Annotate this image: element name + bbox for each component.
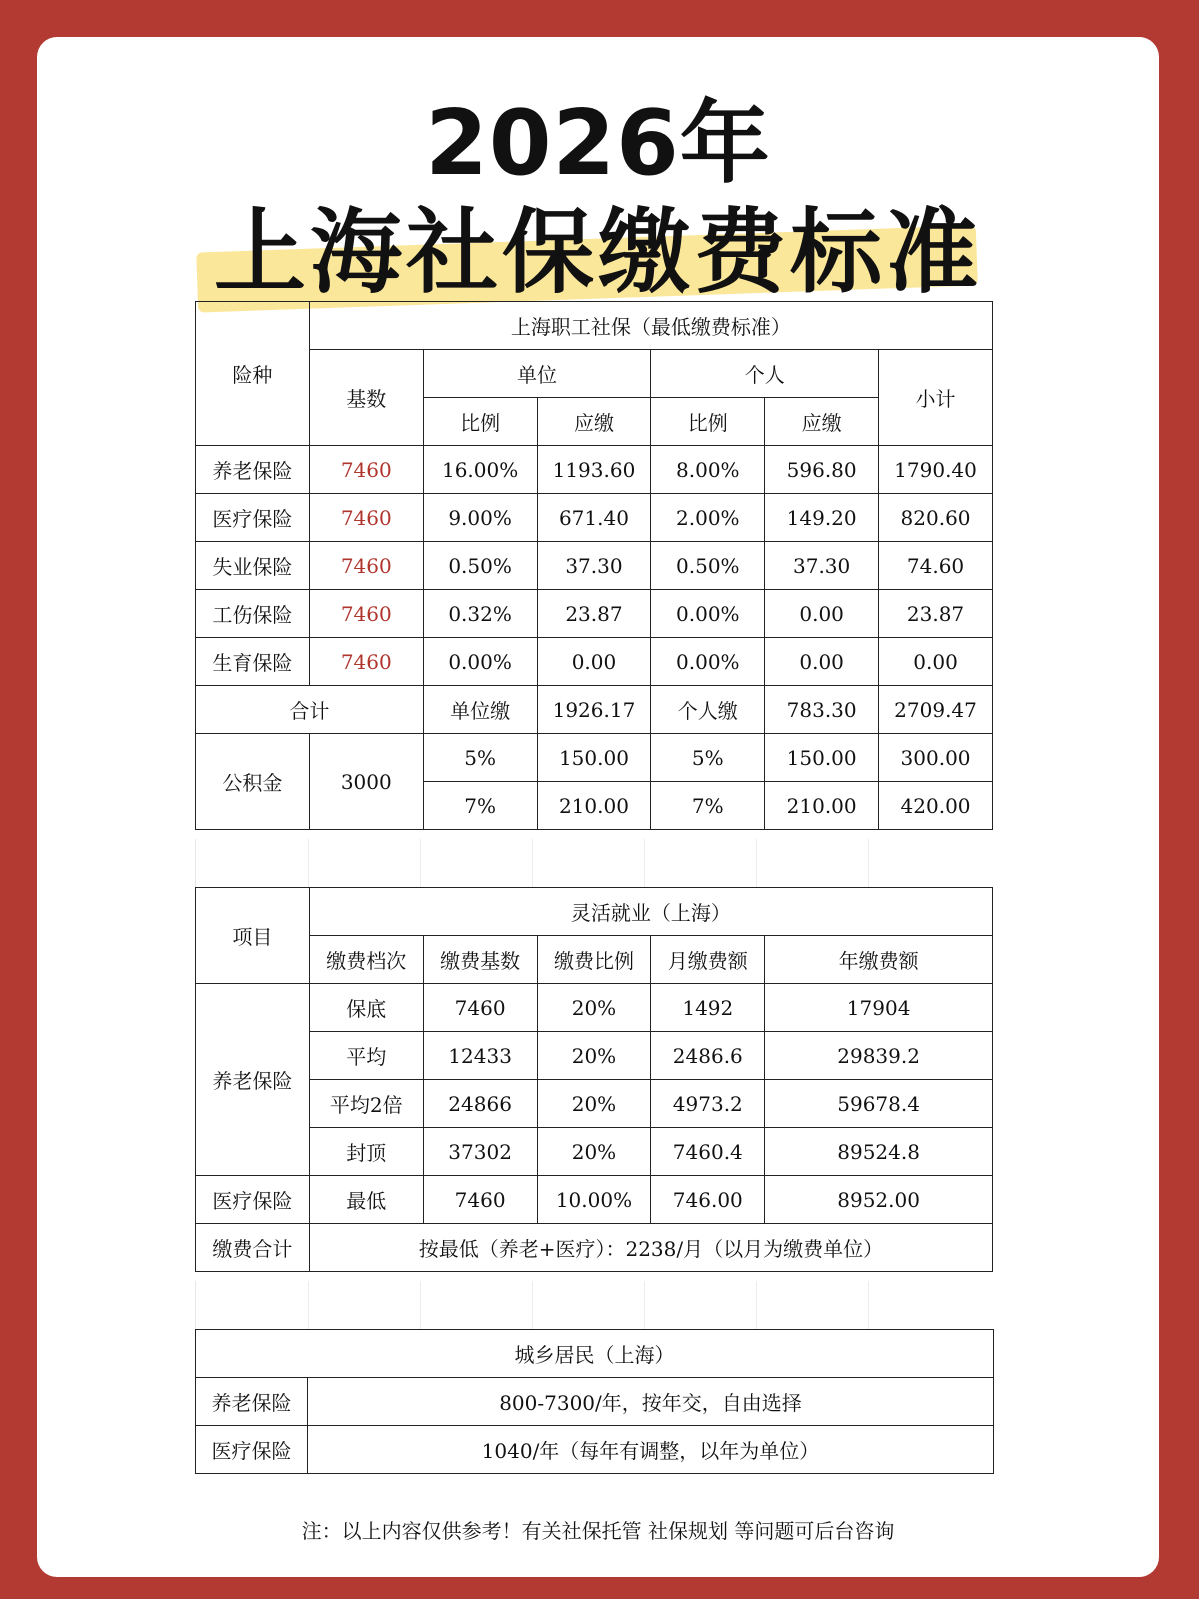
medical-label: 医疗保险 — [196, 1176, 310, 1224]
row-name: 养老保险 — [196, 446, 310, 494]
table-row — [196, 1378, 994, 1426]
title-year: 2026年 — [425, 91, 771, 196]
fund-person-pay: 210.00 — [765, 782, 879, 830]
header-unit-rate: 比例 — [423, 398, 537, 446]
row-tier: 封顶 — [309, 1128, 423, 1176]
total-row — [196, 1224, 993, 1272]
row-person-rate: 0.00% — [651, 590, 765, 638]
row-name: 生育保险 — [196, 638, 310, 686]
row-base: 7460 — [423, 984, 537, 1032]
fund-unit-rate: 7% — [423, 782, 537, 830]
row-year: 59678.4 — [765, 1080, 993, 1128]
row-person-rate: 2.00% — [651, 494, 765, 542]
row-base: 37302 — [423, 1128, 537, 1176]
header-person-pay: 应缴 — [765, 398, 879, 446]
row-month: 1492 — [651, 984, 765, 1032]
row-month: 2486.6 — [651, 1032, 765, 1080]
row-subtotal: 0.00 — [879, 638, 993, 686]
table-row — [196, 1032, 993, 1080]
row-person-pay: 0.00 — [765, 590, 879, 638]
total-subtotal: 2709.47 — [879, 686, 993, 734]
header-rate: 缴费比例 — [537, 936, 651, 984]
row-tier: 平均2倍 — [309, 1080, 423, 1128]
row-year: 29839.2 — [765, 1032, 993, 1080]
header-tier: 缴费档次 — [309, 936, 423, 984]
row-base: 7460 — [309, 638, 423, 686]
row-unit-rate: 16.00% — [423, 446, 537, 494]
row-person-rate: 8.00% — [651, 446, 765, 494]
header-month: 月缴费额 — [651, 936, 765, 984]
row-subtotal: 23.87 — [879, 590, 993, 638]
footer-note: 注：以上内容仅供参考！有关社保托管 社保规划 等问题可后台咨询 — [301, 1519, 895, 1543]
fund-subtotal: 420.00 — [879, 782, 993, 830]
row-subtotal: 1790.40 — [879, 446, 993, 494]
row-rate: 20% — [537, 1128, 651, 1176]
table-row — [196, 542, 993, 590]
row-person-pay: 0.00 — [765, 638, 879, 686]
spacer-grid — [195, 1281, 994, 1329]
row-base: 7460 — [309, 542, 423, 590]
row-unit-pay: 671.40 — [537, 494, 651, 542]
fund-row — [196, 734, 993, 782]
header-unit-pay: 应缴 — [537, 398, 651, 446]
row-unit-pay: 37.30 — [537, 542, 651, 590]
header-person-rate: 比例 — [651, 398, 765, 446]
row-name: 失业保险 — [196, 542, 310, 590]
row-subtotal: 74.60 — [879, 542, 993, 590]
flexible-employment-table — [195, 887, 993, 1272]
medical-month: 746.00 — [651, 1176, 765, 1224]
row-base: 7460 — [309, 590, 423, 638]
table-row — [196, 1080, 993, 1128]
row-unit-rate: 9.00% — [423, 494, 537, 542]
row-tier: 保底 — [309, 984, 423, 1032]
resident-row-text: 1040/年（每年有调整，以年为单位） — [308, 1426, 994, 1474]
fund-person-rate: 5% — [651, 734, 765, 782]
employee-insurance-table — [195, 301, 993, 830]
row-unit-pay: 23.87 — [537, 590, 651, 638]
row-tier: 平均 — [309, 1032, 423, 1080]
fund-person-rate: 7% — [651, 782, 765, 830]
header-year: 年缴费额 — [765, 936, 993, 984]
row-base: 24866 — [423, 1080, 537, 1128]
table-row — [196, 1176, 993, 1224]
total-person-label: 个人缴 — [651, 686, 765, 734]
fund-unit-rate: 5% — [423, 734, 537, 782]
row-rate: 20% — [537, 984, 651, 1032]
row-month: 4973.2 — [651, 1080, 765, 1128]
resident-row-text: 800-7300/年，按年交，自由选择 — [308, 1378, 994, 1426]
total-unit-value: 1926.17 — [537, 686, 651, 734]
row-person-pay: 596.80 — [765, 446, 879, 494]
medical-tier: 最低 — [309, 1176, 423, 1224]
fund-label: 公积金 — [196, 734, 310, 830]
flexible-total-label: 缴费合计 — [196, 1224, 310, 1272]
table-row — [196, 590, 993, 638]
header-unit: 单位 — [423, 350, 651, 398]
row-unit-rate: 0.00% — [423, 638, 537, 686]
resident-row-label: 医疗保险 — [196, 1426, 308, 1474]
medical-base: 7460 — [423, 1176, 537, 1224]
row-unit-rate: 0.32% — [423, 590, 537, 638]
page-title: 上海社保缴费标准 — [213, 199, 982, 306]
header-base: 缴费基数 — [423, 936, 537, 984]
fund-person-pay: 150.00 — [765, 734, 879, 782]
row-person-rate: 0.00% — [651, 638, 765, 686]
row-month: 7460.4 — [651, 1128, 765, 1176]
table-row — [196, 446, 993, 494]
fund-unit-pay: 210.00 — [537, 782, 651, 830]
row-base: 7460 — [309, 446, 423, 494]
row-person-pay: 149.20 — [765, 494, 879, 542]
row-base: 7460 — [309, 494, 423, 542]
row-name: 工伤保险 — [196, 590, 310, 638]
header-base: 基数 — [309, 350, 423, 446]
row-year: 89524.8 — [765, 1128, 993, 1176]
table-row — [196, 638, 993, 686]
fund-base: 3000 — [309, 734, 423, 830]
header-person: 个人 — [651, 350, 879, 398]
total-person-value: 783.30 — [765, 686, 879, 734]
row-name: 医疗保险 — [196, 494, 310, 542]
total-label: 合计 — [196, 686, 424, 734]
total-unit-label: 单位缴 — [423, 686, 537, 734]
header-item: 项目 — [196, 888, 310, 984]
row-person-rate: 0.50% — [651, 542, 765, 590]
row-base: 12433 — [423, 1032, 537, 1080]
spacer-grid — [195, 839, 994, 887]
fund-unit-pay: 150.00 — [537, 734, 651, 782]
table-row — [196, 1426, 994, 1474]
content-card — [37, 37, 1159, 1577]
medical-rate: 10.00% — [537, 1176, 651, 1224]
total-row — [196, 686, 993, 734]
resident-caption: 城乡居民（上海） — [196, 1330, 994, 1378]
row-unit-rate: 0.50% — [423, 542, 537, 590]
row-unit-pay: 0.00 — [537, 638, 651, 686]
flexible-total-text: 按最低（养老+医疗）：2238/月（以月为缴费单位） — [309, 1224, 992, 1272]
row-person-pay: 37.30 — [765, 542, 879, 590]
row-year: 17904 — [765, 984, 993, 1032]
employee-caption: 上海职工社保（最低缴费标准） — [309, 302, 992, 350]
table-row — [196, 494, 993, 542]
row-unit-pay: 1193.60 — [537, 446, 651, 494]
row-rate: 20% — [537, 1080, 651, 1128]
table-row — [196, 1128, 993, 1176]
header-type: 险种 — [196, 302, 310, 446]
title-main-wrap — [37, 197, 1159, 317]
header-subtotal: 小计 — [879, 350, 993, 446]
pension-label: 养老保险 — [196, 984, 310, 1176]
resident-insurance-table — [195, 1329, 994, 1474]
row-rate: 20% — [537, 1032, 651, 1080]
fund-subtotal: 300.00 — [879, 734, 993, 782]
medical-year: 8952.00 — [765, 1176, 993, 1224]
resident-row-label: 养老保险 — [196, 1378, 308, 1426]
flexible-caption: 灵活就业（上海） — [309, 888, 992, 936]
row-subtotal: 820.60 — [879, 494, 993, 542]
table-row — [196, 984, 993, 1032]
